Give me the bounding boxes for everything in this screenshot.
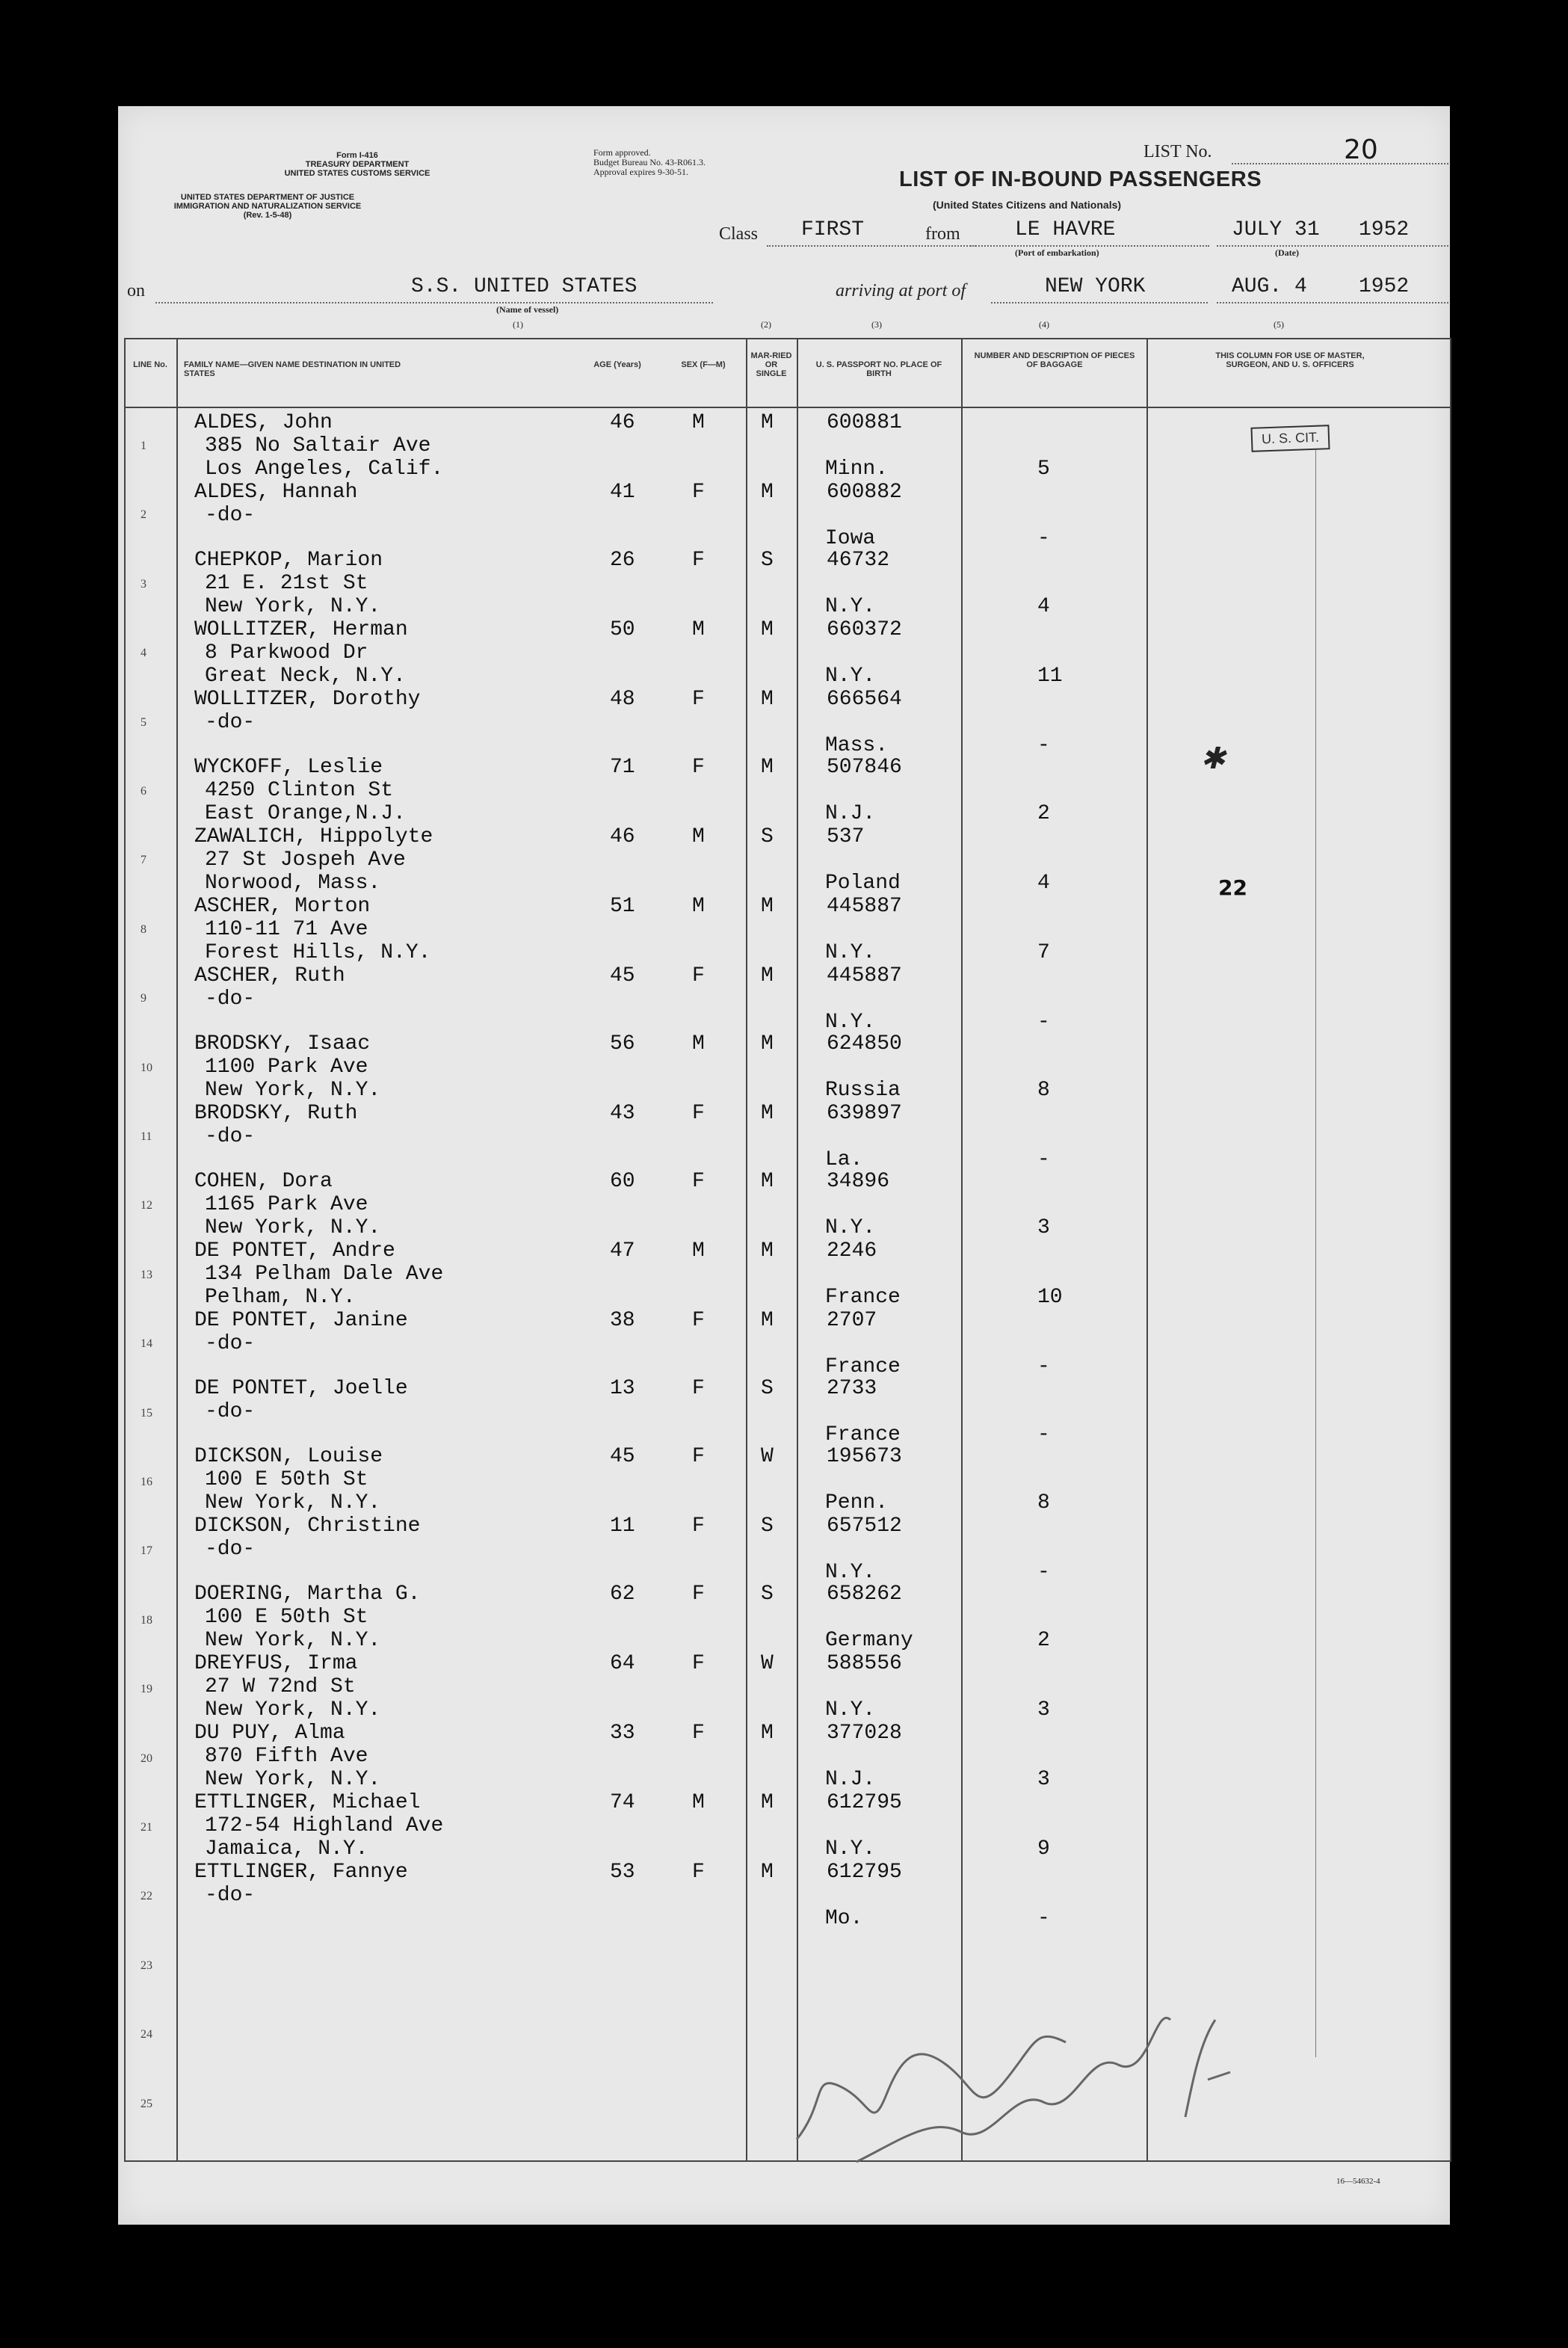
table-row	[124, 688, 1451, 757]
passenger-table	[124, 338, 1451, 2162]
passport-number: 612795	[827, 1861, 902, 1884]
sex: F	[692, 1652, 705, 1675]
age: 11	[610, 1515, 635, 1538]
passport-number: 657512	[827, 1515, 902, 1538]
embark-date: JULY 31	[1232, 218, 1320, 241]
from-label: from	[925, 224, 960, 244]
place-of-birth: N.Y.	[825, 1561, 876, 1584]
passenger-name: ZAWALICH, Hippolyte	[194, 825, 433, 848]
address-line-1: -do-	[205, 987, 256, 1011]
marital-status: S	[761, 549, 774, 572]
age: 45	[610, 964, 635, 987]
marital-status: W	[761, 1445, 774, 1468]
address-line-2: Jamaica, N.Y.	[205, 1837, 368, 1861]
ink-mark: ✱	[1200, 742, 1226, 776]
line-number: 22	[141, 1890, 152, 1903]
passport-number: 666564	[827, 688, 902, 711]
passenger-name: DE PONTET, Andre	[194, 1239, 395, 1263]
baggage-count: -	[1037, 1148, 1050, 1171]
passport-number: 639897	[827, 1102, 902, 1125]
baggage-count: -	[1037, 1907, 1050, 1930]
col-header-married: MAR-RIED OR SINGLE	[750, 351, 792, 378]
age: 62	[610, 1583, 635, 1606]
document-subtitle: (United States Citizens and Nationals)	[933, 199, 1122, 211]
sex: F	[692, 1170, 705, 1193]
col-num-2: (2)	[761, 319, 771, 330]
table-row	[124, 1377, 1451, 1446]
place-of-birth: La.	[825, 1148, 863, 1171]
passenger-name: ETTLINGER, Fannye	[194, 1861, 408, 1884]
table-row	[124, 756, 1451, 825]
col-num-1: (1)	[513, 319, 523, 330]
passport-number: 537	[827, 825, 865, 848]
line-number: 16	[141, 1476, 152, 1488]
place-of-birth: N.Y.	[825, 595, 876, 618]
passport-number: 624850	[827, 1032, 902, 1056]
age: 50	[610, 618, 635, 641]
list-no-value: 20	[1344, 135, 1378, 165]
list-no-label: LIST No.	[1143, 142, 1212, 161]
age: 41	[610, 481, 635, 504]
place-of-birth: N.Y.	[825, 1698, 876, 1722]
age: 51	[610, 895, 635, 918]
baggage-count: -	[1037, 1355, 1050, 1378]
arrival-year: 1952	[1359, 275, 1410, 298]
place-of-birth: Poland	[825, 872, 901, 895]
arriving-label: arriving at port of	[836, 281, 966, 301]
age: 47	[610, 1239, 635, 1263]
sex: M	[692, 895, 705, 918]
address-line-2: New York, N.Y.	[205, 1491, 381, 1515]
baggage-count: 3	[1037, 1768, 1050, 1791]
col-header-name: FAMILY NAME—GIVEN NAME DESTINATION IN UNITED STATES	[184, 360, 401, 378]
col-header-line: LINE No.	[133, 360, 167, 369]
age: 43	[610, 1102, 635, 1125]
passenger-name: COHEN, Dora	[194, 1170, 333, 1193]
place-of-birth: Germany	[825, 1629, 913, 1652]
address-line-1: 1100 Park Ave	[205, 1056, 368, 1079]
sex: F	[692, 1102, 705, 1125]
place-of-birth: N.Y.	[825, 1011, 876, 1034]
table-row	[124, 1652, 1451, 1721]
line-number: 6	[141, 785, 146, 798]
table-row	[124, 825, 1451, 894]
line-number: 18	[141, 1613, 152, 1627]
table-row	[124, 1445, 1451, 1514]
sex: F	[692, 1583, 705, 1606]
marital-status: M	[761, 411, 774, 434]
baggage-count: 9	[1037, 1837, 1050, 1861]
table-row	[124, 549, 1451, 617]
baggage-count: -	[1037, 734, 1050, 757]
address-line-1: 172-54 Highland Ave	[205, 1814, 444, 1837]
baggage-count: 2	[1037, 802, 1050, 825]
marital-status: S	[761, 1377, 774, 1400]
sex: F	[692, 1861, 705, 1884]
marital-status: M	[761, 895, 774, 918]
sex: M	[692, 1791, 705, 1814]
address-line-1: 21 E. 21st St	[205, 572, 368, 595]
passenger-name: DICKSON, Christine	[194, 1515, 421, 1538]
age: 45	[610, 1445, 635, 1468]
passenger-name: DE PONTET, Joelle	[194, 1377, 408, 1400]
address-line-2: New York, N.Y.	[205, 1216, 381, 1239]
col-num-4: (4)	[1039, 319, 1049, 330]
sex: F	[692, 756, 705, 779]
passenger-name: ASCHER, Morton	[194, 895, 371, 918]
address-line-1: 100 E 50th St	[205, 1606, 368, 1629]
baggage-count: 3	[1037, 1216, 1050, 1239]
col-header-baggage: NUMBER AND DESCRIPTION OF PIECES OF BAGGAGE	[974, 351, 1135, 369]
justice-block	[118, 193, 417, 220]
marital-status: M	[761, 1239, 774, 1263]
sex: M	[692, 1239, 705, 1263]
address-line-1: 8 Parkwood Dr	[205, 641, 368, 665]
sex: M	[692, 825, 705, 848]
passport-number: 195673	[827, 1445, 902, 1468]
line-number: 20	[141, 1751, 152, 1765]
justice-dept: UNITED STATES DEPARTMENT OF JUSTICE	[180, 193, 355, 202]
baggage-count: -	[1037, 1561, 1050, 1584]
table-row	[124, 964, 1451, 1033]
baggage-count: 8	[1037, 1491, 1050, 1515]
age: 71	[610, 756, 635, 779]
customs-service: UNITED STATES CUSTOMS SERVICE	[284, 169, 430, 178]
handwritten-signature	[767, 1893, 1245, 2177]
address-line-1: 1165 Park Ave	[205, 1193, 368, 1216]
passport-number: 377028	[827, 1722, 902, 1745]
vessel-caption: (Name of vessel)	[496, 304, 559, 315]
passport-number: 658262	[827, 1583, 902, 1606]
address-line-2: Great Neck, N.Y.	[205, 665, 406, 688]
sex: F	[692, 549, 705, 572]
address-line-1: -do-	[205, 504, 256, 527]
baggage-count: 10	[1037, 1286, 1063, 1309]
marital-status: M	[761, 964, 774, 987]
passenger-name: DU PUY, Alma	[194, 1722, 345, 1745]
address-line-1: -do-	[205, 1125, 256, 1148]
passenger-name: BRODSKY, Isaac	[194, 1032, 371, 1056]
baggage-count: 7	[1037, 941, 1050, 964]
address-line-1: -do-	[205, 1884, 256, 1907]
address-line-1: 385 No Saltair Ave	[205, 434, 431, 457]
marital-status: W	[761, 1652, 774, 1675]
table-row	[124, 895, 1451, 964]
age: 56	[610, 1032, 635, 1056]
baggage-count: 11	[1037, 665, 1063, 688]
marital-status: M	[761, 1309, 774, 1332]
passport-number: 660372	[827, 618, 902, 641]
citizen-stamp: U. S. CIT.	[1250, 425, 1330, 452]
place-of-birth: France	[825, 1423, 901, 1446]
address-line-1: 100 E 50th St	[205, 1468, 368, 1491]
baggage-count: -	[1037, 1423, 1050, 1446]
address-line-1: 870 Fifth Ave	[205, 1745, 368, 1768]
embarkation-port: LE HAVRE	[1015, 218, 1116, 241]
line-number: 9	[141, 992, 146, 1005]
col-header-official: THIS COLUMN FOR USE OF MASTER, SURGEON, AND U. S. OFFICERS	[1215, 351, 1365, 369]
arrival-port: NEW YORK	[1045, 275, 1146, 298]
place-of-birth: Minn.	[825, 457, 889, 481]
address-line-1: -do-	[205, 1538, 256, 1561]
passenger-name: CHEPKOP, Marion	[194, 549, 383, 572]
col-header-age: AGE (Years)	[593, 360, 641, 369]
line-number: 8	[141, 922, 146, 936]
sex: M	[692, 1032, 705, 1056]
age: 33	[610, 1722, 635, 1745]
sex: F	[692, 688, 705, 711]
passenger-name: ALDES, John	[194, 411, 333, 434]
address-line-1: 110-11 71 Ave	[205, 918, 368, 941]
baggage-count: 2	[1037, 1629, 1050, 1652]
place-of-birth: N.Y.	[825, 1837, 876, 1861]
sex: F	[692, 1309, 705, 1332]
line-number: 1	[141, 440, 146, 452]
passenger-name: ETTLINGER, Michael	[194, 1791, 421, 1814]
col-num-5: (5)	[1274, 319, 1284, 330]
sex: F	[692, 964, 705, 987]
ins-service: IMMIGRATION AND NATURALIZATION SERVICE	[173, 202, 362, 211]
age: 48	[610, 688, 635, 711]
line-number: 10	[141, 1061, 152, 1074]
age: 74	[610, 1791, 635, 1814]
address-line-2: Pelham, N.Y.	[205, 1286, 356, 1309]
place-of-birth: France	[825, 1286, 901, 1309]
marital-status: M	[761, 688, 774, 711]
age: 26	[610, 549, 635, 572]
baggage-count: 8	[1037, 1079, 1050, 1102]
baggage-count: 4	[1037, 595, 1050, 618]
address-line-1: -do-	[205, 1400, 256, 1423]
table-row	[124, 1170, 1451, 1239]
passport-number: 46732	[827, 549, 890, 572]
line-number: 5	[141, 715, 146, 729]
line-number: 14	[141, 1337, 152, 1351]
address-line-1: 134 Pelham Dale Ave	[205, 1263, 444, 1286]
table-row	[124, 481, 1451, 549]
approval-line-3: Approval expires 9-30-51.	[593, 167, 688, 177]
line-number: 23	[141, 1959, 152, 1972]
place-of-birth: N.J.	[825, 802, 876, 825]
passport-number: 445887	[827, 964, 902, 987]
line-number: 19	[141, 1683, 152, 1696]
footer-code: 16—54632-4	[1336, 2177, 1380, 2186]
address-line-2: New York, N.Y.	[205, 1629, 381, 1652]
sex: M	[692, 618, 705, 641]
marital-status: M	[761, 1032, 774, 1056]
place-of-birth: N.Y.	[825, 941, 876, 964]
col-num-3: (3)	[871, 319, 882, 330]
line-number: 15	[141, 1406, 152, 1420]
marital-status: S	[761, 1515, 774, 1538]
on-label: on	[127, 281, 145, 301]
address-line-1: -do-	[205, 1332, 256, 1355]
sex: M	[692, 411, 705, 434]
age: 46	[610, 411, 635, 434]
table-row	[124, 1309, 1451, 1378]
place-of-birth: N.Y.	[825, 1216, 876, 1239]
passenger-name: WOLLITZER, Dorothy	[194, 688, 421, 711]
passenger-name: ASCHER, Ruth	[194, 964, 345, 987]
col-header-passport: U. S. PASSPORT NO. PLACE OF BIRTH	[815, 360, 942, 378]
line-number: 3	[141, 577, 146, 591]
line-number: 24	[141, 2028, 152, 2042]
approval-line-2: Budget Bureau No. 43-R061.3.	[593, 157, 706, 167]
passport-number: 2246	[827, 1239, 877, 1263]
approval-block	[593, 148, 773, 177]
table-row	[124, 1791, 1451, 1860]
line-number: 13	[141, 1268, 152, 1281]
address-line-1: 27 W 72nd St	[205, 1675, 356, 1698]
address-line-2: Norwood, Mass.	[205, 872, 381, 895]
form-agency-block	[238, 151, 477, 178]
age: 38	[610, 1309, 635, 1332]
address-line-2: New York, N.Y.	[205, 595, 381, 618]
marital-status: M	[761, 756, 774, 779]
embark-year: 1952	[1359, 218, 1410, 241]
place-of-birth: Mass.	[825, 734, 889, 757]
age: 46	[610, 825, 635, 848]
line-number: 2	[141, 508, 146, 522]
embarkation-caption: (Port of embarkation)	[1015, 247, 1099, 258]
sex: F	[692, 1445, 705, 1468]
marital-status: M	[761, 481, 774, 504]
table-row	[124, 1032, 1451, 1101]
table-row	[124, 1102, 1451, 1171]
address-line-1: -do-	[205, 711, 256, 734]
place-of-birth: N.Y.	[825, 665, 876, 688]
table-row	[124, 618, 1451, 687]
baggage-count: -	[1037, 1011, 1050, 1034]
passport-number: 2733	[827, 1377, 877, 1400]
address-line-2: New York, N.Y.	[205, 1698, 381, 1722]
passenger-name: WOLLITZER, Herman	[194, 618, 408, 641]
place-of-birth: Penn.	[825, 1491, 889, 1515]
sex: F	[692, 1515, 705, 1538]
table-row	[124, 1722, 1451, 1790]
revision: (Rev. 1-5-48)	[243, 211, 292, 220]
passport-number: 507846	[827, 756, 902, 779]
passenger-name: DICKSON, Louise	[194, 1445, 383, 1468]
form-number: Form I-416	[336, 151, 378, 160]
line-number: 25	[141, 2097, 152, 2110]
marital-status: S	[761, 825, 774, 848]
marital-status: M	[761, 618, 774, 641]
treasury-dept: TREASURY DEPARTMENT	[305, 160, 410, 169]
arrival-date: AUG. 4	[1232, 275, 1307, 298]
age: 53	[610, 1861, 635, 1884]
document-title: LIST OF IN-BOUND PASSENGERS	[899, 167, 1262, 191]
sex: F	[692, 1377, 705, 1400]
passport-number: 34896	[827, 1170, 890, 1193]
passenger-name: DE PONTET, Janine	[194, 1309, 408, 1332]
passport-number: 600881	[827, 411, 902, 434]
passport-number: 2707	[827, 1309, 877, 1332]
vessel-name: S.S. UNITED STATES	[411, 275, 638, 298]
manifest-page	[118, 106, 1450, 2225]
marital-status: M	[761, 1791, 774, 1814]
marital-status: M	[761, 1170, 774, 1193]
age: 60	[610, 1170, 635, 1193]
passport-number: 600882	[827, 481, 902, 504]
line-number: 12	[141, 1199, 152, 1212]
passenger-name: BRODSKY, Ruth	[194, 1102, 358, 1125]
table-row	[124, 1239, 1451, 1308]
address-line-2: New York, N.Y.	[205, 1768, 381, 1791]
baggage-count: 3	[1037, 1698, 1050, 1722]
line-number: 7	[141, 854, 146, 867]
marital-status: M	[761, 1861, 774, 1884]
line-number: 17	[141, 1544, 152, 1558]
passenger-name: DOERING, Martha G.	[194, 1583, 421, 1606]
baggage-count: -	[1037, 527, 1050, 550]
address-line-2: Los Angeles, Calif.	[205, 457, 444, 481]
address-line-2: East Orange,N.J.	[205, 802, 406, 825]
baggage-count: 4	[1037, 872, 1050, 895]
age: 13	[610, 1377, 635, 1400]
line-number: 11	[141, 1130, 152, 1143]
line-number: 4	[141, 647, 146, 660]
approval-line-1: Form approved.	[593, 147, 651, 158]
passenger-name: ALDES, Hannah	[194, 481, 358, 504]
table-row	[124, 1583, 1451, 1651]
passport-number: 612795	[827, 1791, 902, 1814]
marital-status: S	[761, 1583, 774, 1606]
official-count: 22	[1218, 875, 1247, 900]
age: 64	[610, 1652, 635, 1675]
table-row	[124, 1515, 1451, 1583]
passenger-name: WYCKOFF, Leslie	[194, 756, 383, 779]
address-line-2: Forest Hills, N.Y.	[205, 941, 431, 964]
marital-status: M	[761, 1722, 774, 1745]
class-label: Class	[719, 224, 759, 244]
col-header-sex: SEX (F—M)	[681, 360, 726, 369]
baggage-count: 5	[1037, 457, 1050, 481]
place-of-birth: N.J.	[825, 1768, 876, 1791]
address-line-2: New York, N.Y.	[205, 1079, 381, 1102]
date-caption: (Date)	[1275, 247, 1299, 258]
address-line-1: 4250 Clinton St	[205, 779, 394, 802]
class-value: FIRST	[801, 218, 865, 241]
line-number: 21	[141, 1821, 152, 1834]
sex: F	[692, 1722, 705, 1745]
passport-number: 445887	[827, 895, 902, 918]
passport-number: 588556	[827, 1652, 902, 1675]
place-of-birth: Mo.	[825, 1907, 863, 1930]
place-of-birth: France	[825, 1355, 901, 1378]
place-of-birth: Russia	[825, 1079, 901, 1102]
marital-status: M	[761, 1102, 774, 1125]
sex: F	[692, 481, 705, 504]
place-of-birth: Iowa	[825, 527, 876, 550]
address-line-1: 27 St Jospeh Ave	[205, 848, 406, 872]
passenger-name: DREYFUS, Irma	[194, 1652, 358, 1675]
